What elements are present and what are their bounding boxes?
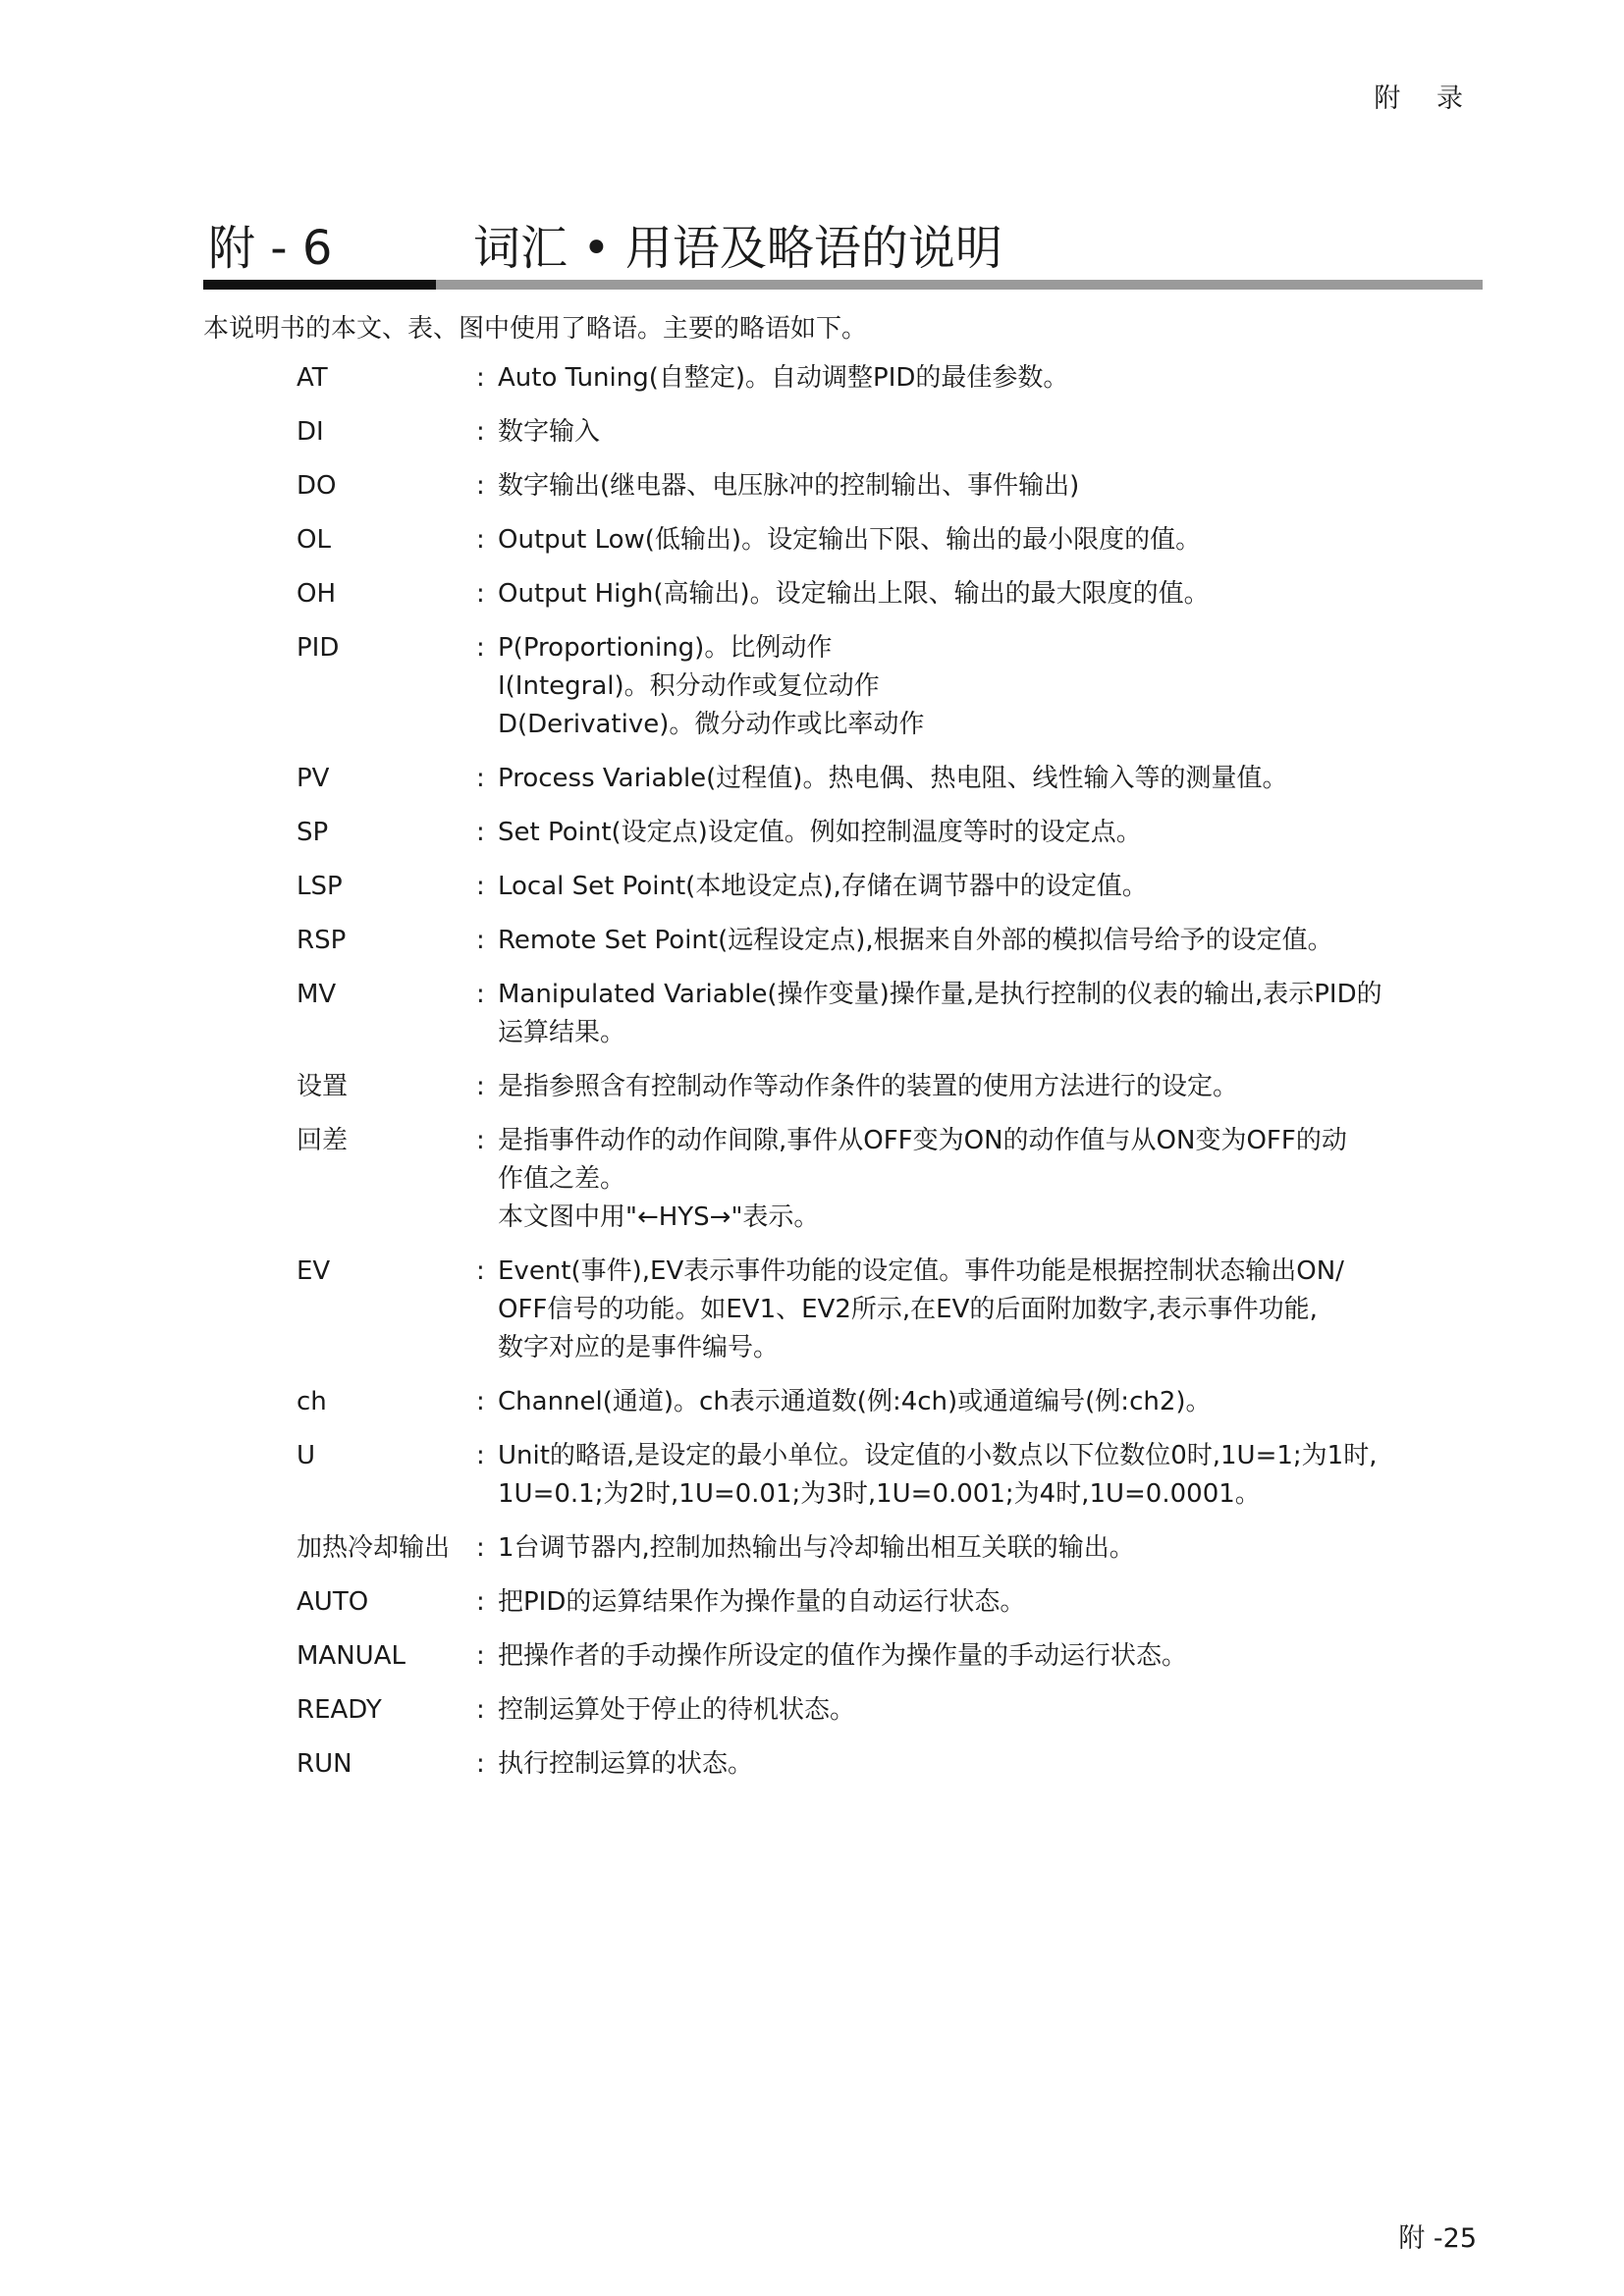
term-separator: :	[476, 417, 485, 447]
definition-line: 运算结果。	[498, 1018, 626, 1047]
definition-line: Set Point(设定点)设定值。例如控制温度等时的设定点。	[498, 818, 1142, 847]
glossary-definition	[498, 1691, 1489, 1730]
term-separator: :	[476, 872, 485, 901]
glossary-list	[297, 359, 1489, 1799]
glossary-entry	[297, 413, 1489, 452]
glossary-term: 回差	[297, 1126, 349, 1155]
glossary-definition	[498, 1068, 1489, 1106]
definition-line: 1台调节器内,控制加热输出与冷却输出相互关联的输出。	[498, 1533, 1135, 1563]
glossary-entry	[297, 868, 1489, 906]
glossary-definition	[498, 1253, 1489, 1367]
definition-line: Output High(高输出)。设定输出上限、输出的最大限度的值。	[498, 579, 1210, 609]
glossary-definition	[498, 467, 1489, 506]
term-separator: :	[476, 579, 485, 609]
glossary-definition	[498, 359, 1489, 398]
definition-line: OFF信号的功能。如EV1、EV2所示,在EV的后面附加数字,表示事件功能,	[498, 1295, 1318, 1324]
glossary-definition	[498, 760, 1489, 798]
glossary-entry	[297, 922, 1489, 960]
glossary-term: ch	[297, 1387, 327, 1416]
glossary-entry	[297, 760, 1489, 798]
page-number: 附 -25	[1398, 2223, 1477, 2254]
glossary-entry	[297, 1068, 1489, 1106]
definition-line: 把PID的运算结果作为操作量的自动运行状态。	[498, 1587, 1026, 1617]
glossary-entry	[297, 359, 1489, 398]
glossary-term: PID	[297, 633, 340, 663]
intro-paragraph: 本说明书的本文、表、图中使用了略语。主要的略语如下。	[203, 314, 868, 344]
glossary-definition	[498, 1529, 1489, 1568]
glossary-entry	[297, 629, 1489, 744]
glossary-term: U	[297, 1441, 316, 1470]
glossary-term: EV	[297, 1256, 331, 1286]
definition-line: I(Integral)。积分动作或复位动作	[498, 671, 880, 701]
glossary-entry	[297, 1583, 1489, 1622]
term-separator: :	[476, 1587, 485, 1617]
glossary-definition	[498, 1122, 1489, 1237]
glossary-term: MANUAL	[297, 1641, 406, 1671]
term-separator: :	[476, 363, 485, 393]
definition-line: Output Low(低输出)。设定输出下限、输出的最小限度的值。	[498, 525, 1202, 555]
glossary-term: SP	[297, 818, 329, 847]
glossary-term: MV	[297, 980, 337, 1009]
term-separator: :	[476, 471, 485, 501]
definition-line: Process Variable(过程值)。热电偶、热电阻、线性输入等的测量值。	[498, 764, 1288, 793]
definition-line: Auto Tuning(自整定)。自动调整PID的最佳参数。	[498, 363, 1069, 393]
glossary-term: LSP	[297, 872, 343, 901]
glossary-term: PV	[297, 764, 330, 793]
glossary-definition	[498, 814, 1489, 852]
glossary-definition	[498, 976, 1489, 1052]
definition-line: 本文图中用"←HYS→"表示。	[498, 1202, 820, 1232]
term-separator: :	[476, 1387, 485, 1416]
term-separator: :	[476, 1126, 485, 1155]
definition-line: Manipulated Variable(操作变量)操作量,是执行控制的仪表的输出,表示PID的	[498, 980, 1382, 1009]
glossary-definition	[498, 413, 1489, 452]
term-separator: :	[476, 1749, 485, 1779]
title-rule-accent	[203, 280, 436, 290]
glossary-definition	[498, 1583, 1489, 1622]
glossary-term: RSP	[297, 926, 347, 955]
section-title	[203, 210, 1483, 279]
glossary-term: AT	[297, 363, 328, 393]
glossary-entry	[297, 1691, 1489, 1730]
glossary-entry	[297, 1745, 1489, 1784]
glossary-entry	[297, 976, 1489, 1052]
term-separator: :	[476, 1695, 485, 1725]
glossary-term: READY	[297, 1695, 382, 1725]
definition-line: 数字输入	[498, 417, 601, 447]
glossary-entry	[297, 1529, 1489, 1568]
definition-line: Event(事件),EV表示事件功能的设定值。事件功能是根据控制状态输出ON/	[498, 1256, 1344, 1286]
glossary-definition	[498, 629, 1489, 744]
glossary-definition	[498, 1383, 1489, 1421]
glossary-entry	[297, 1437, 1489, 1514]
glossary-entry	[297, 814, 1489, 852]
glossary-entry	[297, 1637, 1489, 1676]
definition-line: 是指事件动作的动作间隙,事件从OFF变为ON的动作值与从ON变为OFF的动	[498, 1126, 1347, 1155]
glossary-term: OL	[297, 525, 331, 555]
definition-line: 1U=0.1;为2时,1U=0.01;为3时,1U=0.001;为4时,1U=0.0001。	[498, 1479, 1261, 1509]
running-header: 附 录	[1374, 83, 1477, 114]
glossary-entry	[297, 1383, 1489, 1421]
glossary-entry	[297, 521, 1489, 560]
glossary-term: AUTO	[297, 1587, 369, 1617]
definition-line: 作值之差。	[498, 1164, 626, 1194]
glossary-entry	[297, 575, 1489, 614]
glossary-definition	[498, 868, 1489, 906]
definition-line: D(Derivative)。微分动作或比率动作	[498, 710, 925, 739]
term-separator: :	[476, 1533, 485, 1563]
glossary-definition	[498, 922, 1489, 960]
definition-line: Remote Set Point(远程设定点),根据来自外部的模拟信号给予的设定值。	[498, 926, 1333, 955]
definition-line: 把操作者的手动操作所设定的值作为操作量的手动运行状态。	[498, 1641, 1188, 1671]
glossary-entry	[297, 1253, 1489, 1367]
term-separator: :	[476, 525, 485, 555]
glossary-term: 加热冷却输出	[297, 1533, 451, 1563]
glossary-definition	[498, 521, 1489, 560]
term-separator: :	[476, 1641, 485, 1671]
definition-line: Unit的略语,是设定的最小单位。设定值的小数点以下位数位0时,1U=1;为1时,	[498, 1441, 1378, 1470]
glossary-term: OH	[297, 579, 337, 609]
glossary-term: DI	[297, 417, 324, 447]
term-separator: :	[476, 926, 485, 955]
term-separator: :	[476, 980, 485, 1009]
term-separator: :	[476, 633, 485, 663]
definition-line: Local Set Point(本地设定点),存储在调节器中的设定值。	[498, 872, 1148, 901]
glossary-definition	[498, 1437, 1489, 1514]
section-number: 附 - 6	[208, 221, 333, 276]
definition-line: Channel(通道)。ch表示通道数(例:4ch)或通道编号(例:ch2)。	[498, 1387, 1212, 1416]
glossary-definition	[498, 1745, 1489, 1784]
term-separator: :	[476, 1072, 485, 1101]
glossary-entry	[297, 467, 1489, 506]
section-heading: 词汇 • 用语及略语的说明	[473, 221, 1002, 276]
definition-line: P(Proportioning)。比例动作	[498, 633, 833, 663]
glossary-entry	[297, 1122, 1489, 1237]
glossary-definition	[498, 1637, 1489, 1676]
glossary-definition	[498, 575, 1489, 614]
term-separator: :	[476, 1256, 485, 1286]
definition-line: 数字输出(继电器、电压脉冲的控制输出、事件输出)	[498, 471, 1080, 501]
definition-line: 是指参照含有控制动作等动作条件的装置的使用方法进行的设定。	[498, 1072, 1239, 1101]
glossary-term: DO	[297, 471, 337, 501]
term-separator: :	[476, 818, 485, 847]
definition-line: 数字对应的是事件编号。	[498, 1333, 780, 1362]
definition-line: 控制运算处于停止的待机状态。	[498, 1695, 856, 1725]
glossary-term: RUN	[297, 1749, 352, 1779]
term-separator: :	[476, 1441, 485, 1470]
term-separator: :	[476, 764, 485, 793]
glossary-term: 设置	[297, 1072, 349, 1101]
definition-line: 执行控制运算的状态。	[498, 1749, 754, 1779]
